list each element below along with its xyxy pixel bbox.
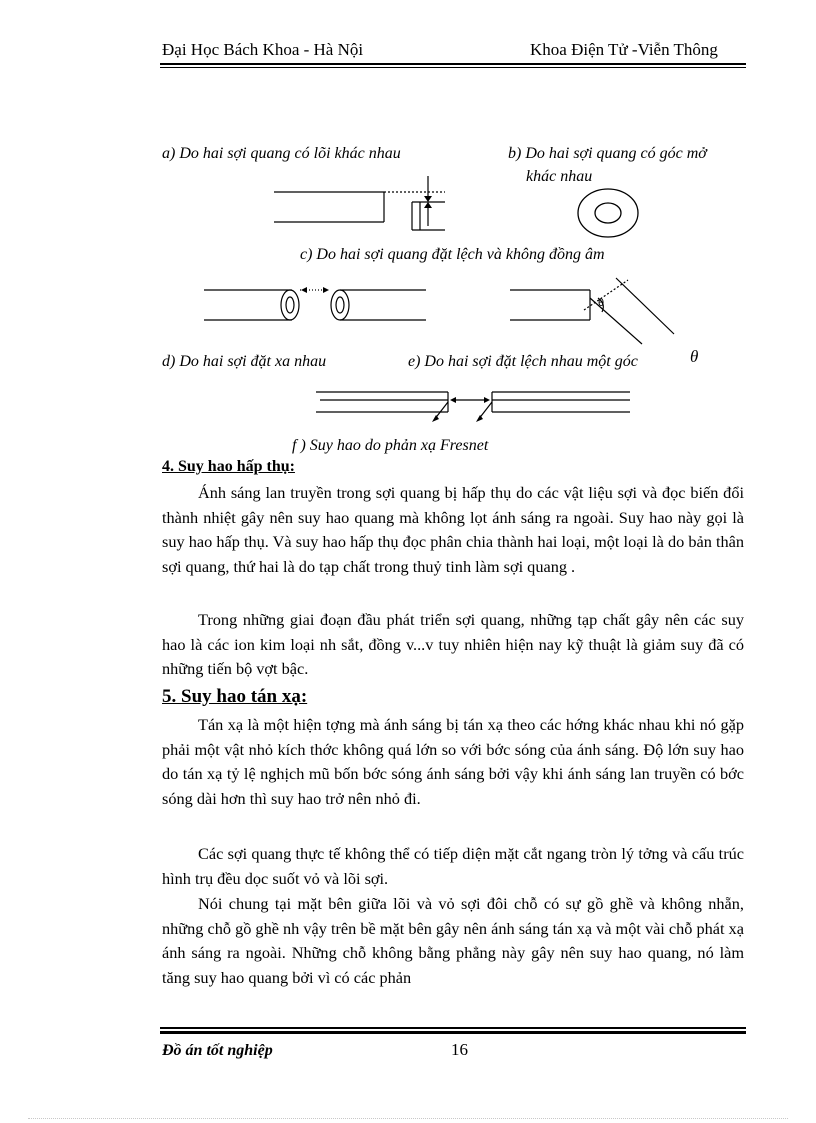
header-right: Khoa Điện Tử -Viễn Thông xyxy=(530,40,718,59)
theta-small-label: θ xyxy=(598,298,605,309)
section-5-paragraph-1: Tán xạ là một hiện tợng mà ánh sáng bị tán xạ theo các hớng khác nhau khi nó gặp phải một vật nhỏ kích thớc không quá lớn so với bớc sóng của ánh sáng. Độ lớn suy hao do tán xạ tỷ lệ nghịch mũ bốn bớc sóng ánh sáng bởi vậy khi ánh sáng lan truyền có bớc sóng dài hơn thì suy hao trở nên nhỏ đi. xyxy=(162,715,744,808)
caption-a: a) Do hai sợi quang có lõi khác nhau xyxy=(162,145,401,162)
caption-f: f ) Suy hao do phản xạ Fresnet xyxy=(292,437,489,454)
footer-rule xyxy=(160,1027,746,1029)
caption-c: c) Do hai sợi quang đặt lệch và không đồng âm xyxy=(300,246,605,263)
figure-f-diagram xyxy=(310,384,640,434)
section-4-heading: 4. Suy hao hấp thụ: xyxy=(162,458,295,475)
section-5-heading: 5. Suy hao tán xạ: xyxy=(162,686,308,707)
figure-e-diagram xyxy=(506,276,686,346)
page-number: 16 xyxy=(451,1040,468,1059)
header-left: Đại Học Bách Khoa - Hà Nội xyxy=(162,40,364,59)
theta-symbol: θ xyxy=(690,347,699,366)
header-rule-thin xyxy=(160,67,746,68)
caption-b-line2: khác nhau xyxy=(526,168,593,185)
section-5-paragraph-2: Các sợi quang thực tế không thể có tiếp diện mặt cắt ngang tròn lý tởng và cấu trúc hình trụ đều dọc suốt vỏ và lõi sợi. xyxy=(162,844,744,888)
section-5-paragraph-3: Nói chung tại mặt bên giữa lõi và vỏ sợi đôi chỗ có sự gồ ghề và không nhẵn, những chỗ gồ ghề nh vậy trên bề mặt bên gây nên ánh sáng tán xạ và một vài chỗ phát xạ ánh sáng ra ngoài. Những chỗ không bằng phẳng này gây nên suy hao quang, nó làm tăng suy hao quang bởi vì có các phản xyxy=(162,894,744,987)
header-rule xyxy=(160,63,746,65)
figure-d-diagram xyxy=(200,282,432,332)
figure-b-diagram xyxy=(574,186,644,242)
figure-a-diagram xyxy=(270,172,450,232)
caption-e: e) Do hai sợi đặt lệch nhau một góc xyxy=(408,353,638,370)
footer-rule-thick xyxy=(160,1031,746,1034)
section-4-paragraph-2: Trong những giai đoạn đầu phát triển sợi quang, những tạp chất gây nên các suy hao là các ion kim loại nh sắt, đồng v...v tuy nhiên hiện nay kỹ thuật là giảm suy đã có những tiến bộ vợt bậc. xyxy=(162,610,744,679)
section-4-paragraph-1: Ánh sáng lan truyền trong sợi quang bị hấp thụ do các vật liệu sợi và đọc biến đổi thành nhiệt gây nên suy hao quang mà không lọt ánh sáng ra ngoài. Suy hao này gọi là suy hao hấp thụ. Và suy hao hấp thụ đọc phân chia thành hai loại, một loại là do bản thân sợi quang, thứ hai là do tạp chất trong thuỷ tinh làm sợi quang . xyxy=(162,483,744,576)
footer-title: Đồ án tốt nghiệp xyxy=(162,1042,273,1059)
page-bottom-dotted-line xyxy=(28,1118,788,1119)
caption-b-line1: b) Do hai sợi quang có góc mở xyxy=(508,145,707,162)
caption-d: d) Do hai sợi đặt xa nhau xyxy=(162,353,327,370)
